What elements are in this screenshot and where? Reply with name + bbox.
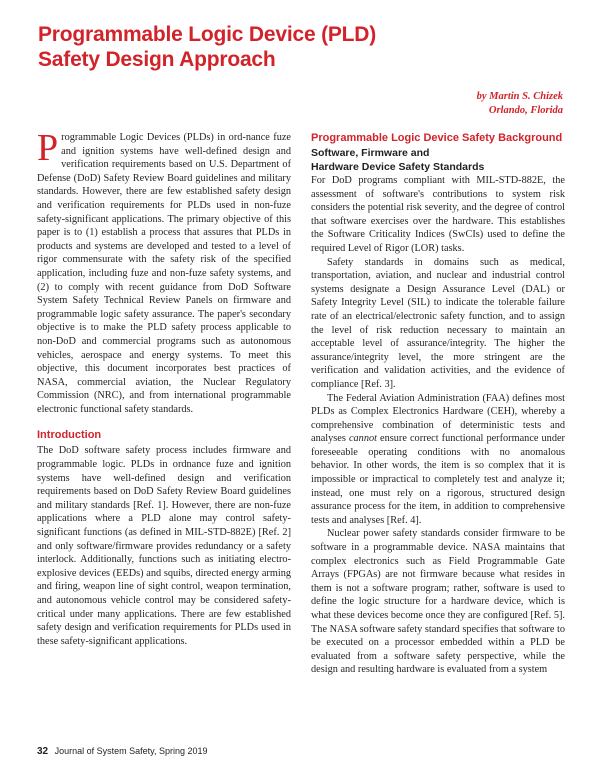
p3-emphasis: cannot [348,433,377,445]
subheading-line-1: Software, Firmware and [311,147,430,159]
subheading-line-2: Hardware Device Safety Standards [311,160,485,173]
byline [477,90,563,117]
page-footer [37,746,208,757]
background-paragraph-1: For DoD programs compliant with MIL-STD-882E, the assessment of software's contributions to system risk considers the potential risk severity, and the degree of control that software exercises over the hardware. This establishes the Software Criticality Indices (SwCIs) used to define the required Level of Rigor (LOR) tasks. [311,175,565,254]
introduction-paragraph: The DoD software safety process includes firmware and programmable logic. PLDs in ordnance fuze and ignition systems have well-defined design and verification requirements based on DoD Safety Review Board guidelines and military standards [Ref. 1]. However, there are non-fuze applications where a PLD alone may control safety-significant functions (as defined in MIL-STD-882E) [Ref. 2] and only software/firmware provides redundancy or a safety interlock. Additionally, functions such as initiating electro-explosive devices (EEDs) and squibs, directed energy arming and firing, weapon line of sight control, weapon termination, and autonomous vehicle control may be considered safety-critical under many applications. There are few established safety design and verification requirements for PLDs used in these safety-significant applications. [37,445,291,647]
title-line-1: Programmable Logic Device (PLD) [38,23,377,46]
journal-name: Journal of System Safety, Spring 2019 [54,746,208,756]
page-number: 32 [37,746,49,757]
intro-text: rogrammable Logic Devices (PLDs) in ord-nance fuze and ignition systems have well-defined design and verification requirements based on U.S. Department of Defense (DoD) Safety Review Board guidelines and military standards. However, there are few established safety design and verification requirements for PLDs used in non-fuze safety-significant applications. The primary objective of this paper is to (1) establish a process that assures that PLDs in products and systems are developed and tested to a level of rigor commensurate with the safety risk of the specified application, including fuze and non-fuze safety systems, and (2) to comply with recent guidance from DoD Software System Safety Technical Review Panels on firmware and programmable logic safety assurance. The paper's secondary objective is to make the PLD safety process applicable to non-DoD and commercial programs such as autonomous vehicles, aerospace and energy systems. To meet this objective, this document incorporates best practices of NASA, commercial aviation, the Nuclear Regulatory Commission (NRC), and from international programmable electronic functional safety standards. [37,132,291,415]
left-column [37,127,291,648]
article-title [38,22,568,72]
background-paragraph-2: Safety standards in domains such as medical, transportation, aviation, and nuclear and industrial control systems designate a Design Assurance Level (DAL) or Safety Integrity Level (SIL) to indicate the tolerable failure rate of an electrical/electronic safety function, and to assign the level of risk reduction necessary to maintain an acceptable level of assurance/integrity. The higher the assurance/integrity level, the more stringent are the verification and validation activities, and the evidence of compliance [Ref. 3]. [311,256,565,390]
right-column [311,131,565,677]
author-name: by Martin S. Chizek [476,91,563,102]
p3-text-after: ensure correct functional performance under foreseeable operating conditions with no anomalous behavior. In other words, the item is so complex that it is impossible or impractical to completely test and analyze it; instead, one must rely on a rigorous, structured design assurance process for the item, in addition to comprehensive tests and analyses [Ref. 4]. [311,433,565,526]
background-paragraph-4: Nuclear power safety standards consider firmware to be software in a programmable device. NASA maintains that complex electronics such as Field Programmable Gate Arrays (FPGAs) are not firmware because what resides in them is not a software program; rather, software is used to define the logic structure for a hardware device, which is what these devices become once they are configured [Ref. 5]. The NASA software safety standard specifies that software to be executed on a processor embedded within a PLD be evaluated from a software safety perspective, while the design and resulting hardware is evaluated from a system [311,528,565,676]
intro-paragraph [37,127,291,416]
background-paragraph-3 [311,392,565,528]
title-line-2: Safety Design Approach [38,48,276,71]
introduction-heading: Introduction [37,429,102,442]
p3-text-before: The Federal Aviation Administration (FAA) defines most PLDs as Complex Electronics Hardware (CEH), whereby a comprehensive combination of deterministic tests and analyses [311,392,565,445]
author-location: Orlando, Florida [488,104,563,116]
standards-subheading [311,147,565,174]
drop-cap: P [37,127,59,169]
background-heading: Programmable Logic Device Safety Background [311,132,563,144]
